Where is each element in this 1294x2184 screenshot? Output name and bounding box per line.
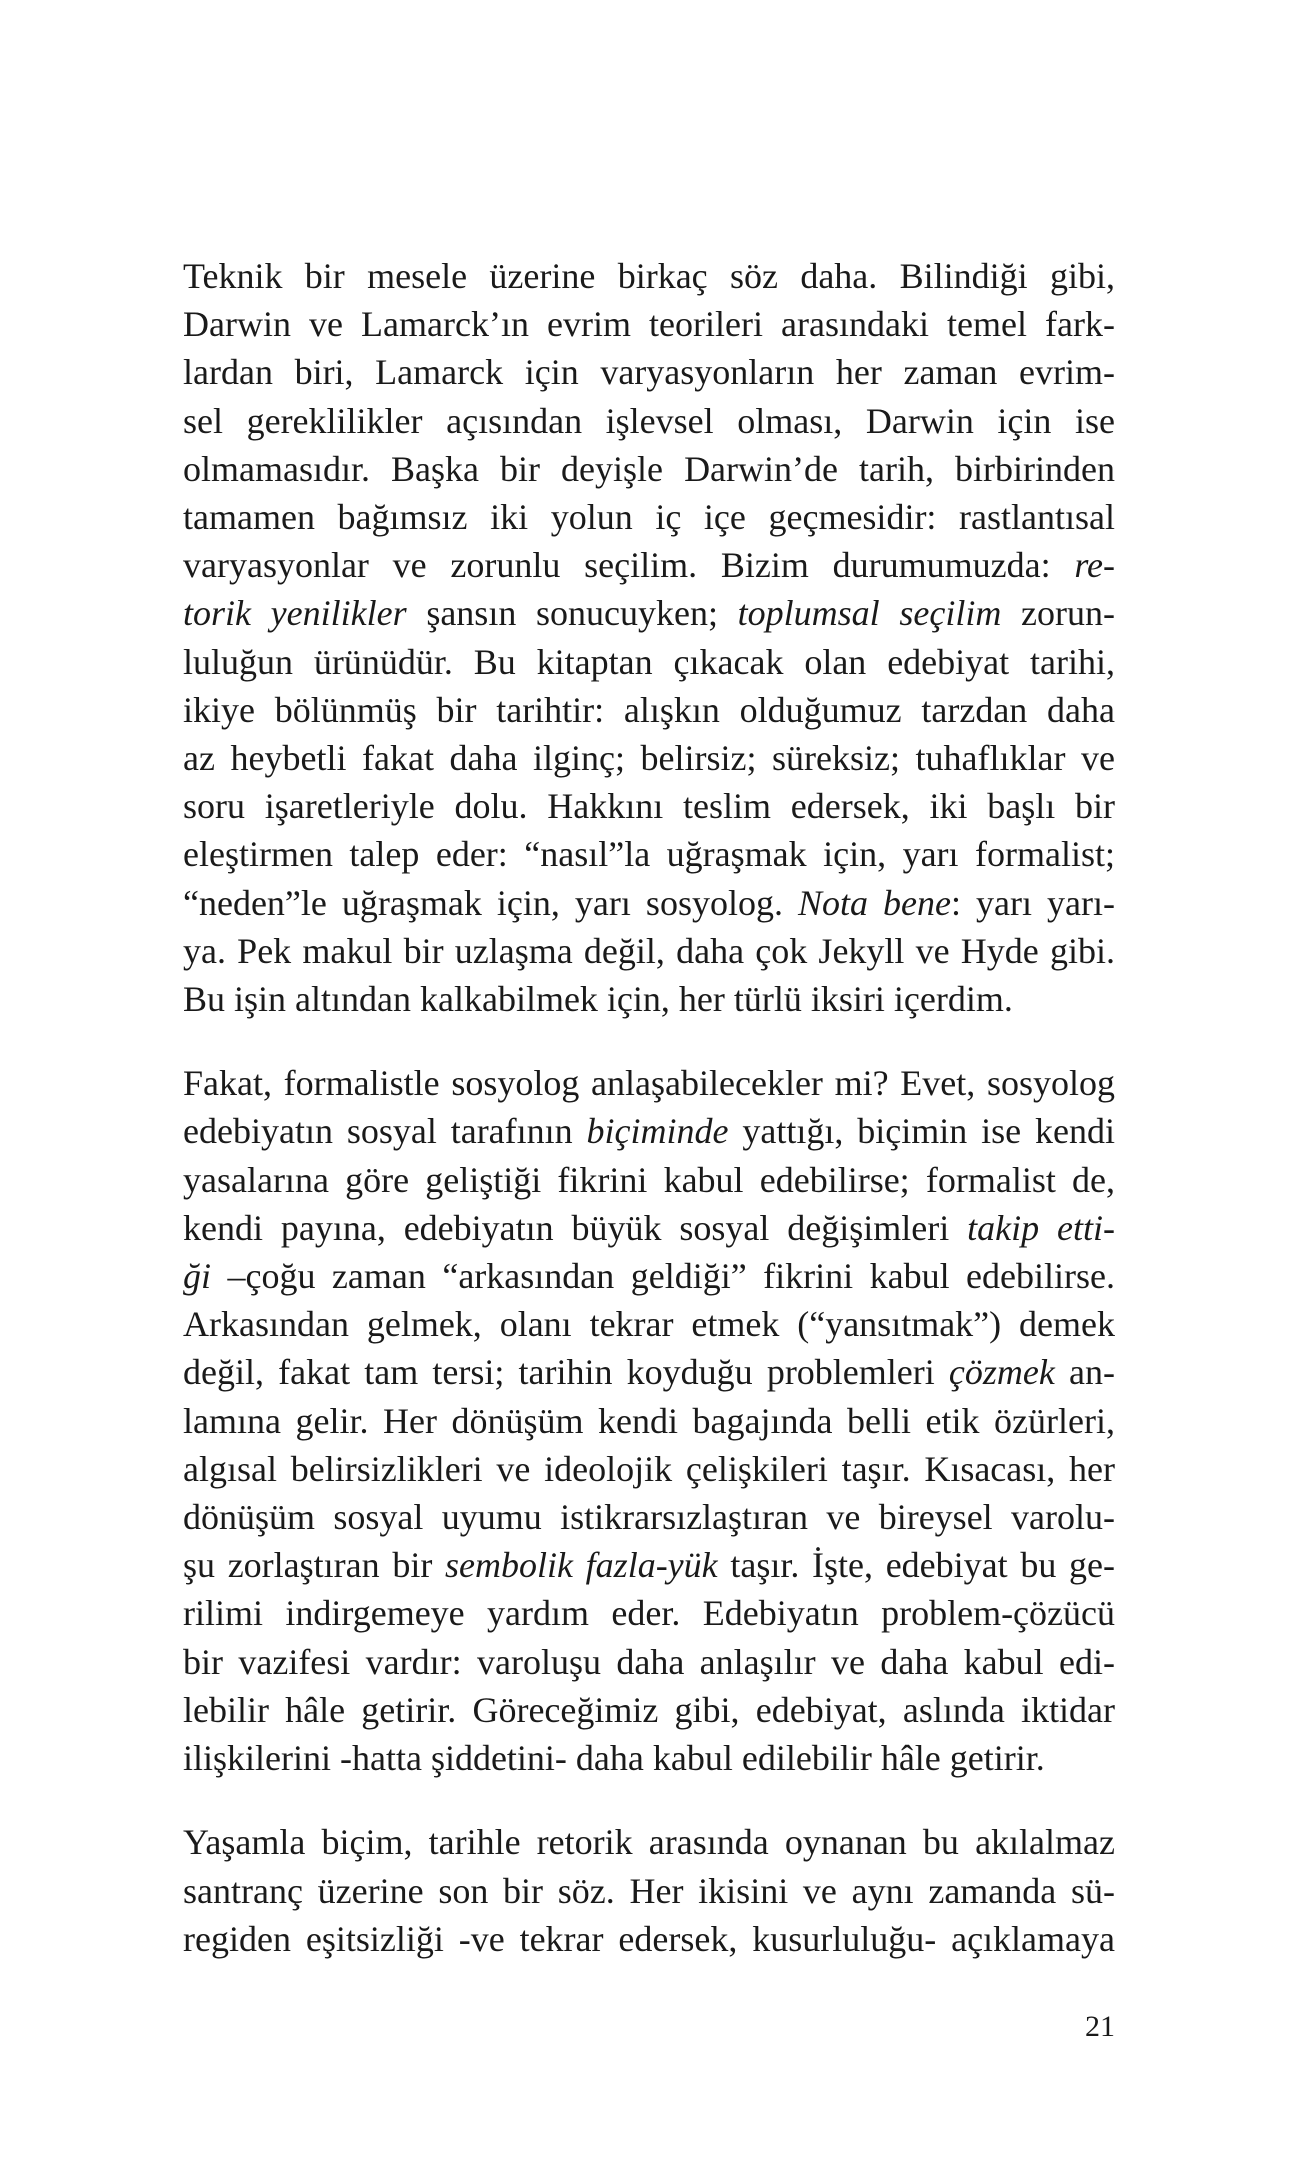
paragraph-gap (183, 1782, 1115, 1818)
text-line: ikiye bölünmüş bir tarihtir: alışkın olduğumuz tarzdan daha (183, 689, 1115, 730)
text-line: regiden eşitsizliği -ve tekrar edersek, kusurluluğu- açıklamaya (183, 1918, 1115, 1959)
text-line: eleştirmen talep eder: “nasıl”la uğraşmak için, yarı formalist; (183, 834, 1115, 875)
text-line (183, 1107, 1115, 1155)
text-line: soru işaretleriyle dolu. Hakkını teslim edersek, iki başlı bir (183, 786, 1115, 827)
italic-term: çözmek (948, 1352, 1055, 1393)
text-line: bir vazifesi vardır: varoluşu daha anlaşılır ve daha kabul edi- (183, 1641, 1115, 1682)
page-number: 21 (1085, 2010, 1115, 2043)
text-line: az heybetli fakat daha ilginç; belirsiz; süreksiz; tuhaflıklar ve (183, 738, 1115, 779)
text-run: edebiyatın sosyal tarafının (183, 1111, 587, 1152)
text-run: değil, fakat tam tersi; tarihin koyduğu problemleri (183, 1352, 949, 1393)
text-line: Teknik bir mesele üzerine birkaç söz daha. Bilindiği gibi, (183, 256, 1115, 296)
text-line: yasalarına göre geliştiği fikrini kabul edebilirse; formalist de, (183, 1159, 1115, 1200)
text-line: rilimi indirgemeye yardım eder. Edebiyatın problem-çözücü (183, 1593, 1115, 1634)
text-run: yattığı, biçimin ise kendi (728, 1111, 1115, 1152)
text-line: Fakat, formalistle sosyolog anlaşabilecekler mi? Evet, sosyolog (183, 1063, 1115, 1104)
text-line: lamına gelir. Her dönüşüm kendi bagajında belli etik özürleri, (183, 1400, 1115, 1441)
text-line: Yaşamla biçim, tarihle retorik arasında oynanan bu akılalmaz (183, 1822, 1115, 1863)
text-line: lebilir hâle getirir. Göreceğimiz gibi, edebiyat, aslında iktidar (183, 1689, 1115, 1730)
text-line (183, 1541, 1115, 1589)
text-line: Bu işin altından kalkabilmek için, her türlü iksiri içerdim. (183, 979, 1013, 1020)
text-line: santranç üzerine son bir söz. Her ikisini ve aynı zamanda sü- (183, 1870, 1115, 1911)
text-line (183, 1252, 1115, 1300)
text-run: an- (1054, 1352, 1115, 1393)
text-line: luluğun ürünüdür. Bu kitaptan çıkacak olan edebiyat tarihi, (183, 641, 1115, 682)
text-line: Darwin ve Lamarck’ın evrim teorileri arasındaki temel fark- (183, 304, 1115, 345)
text-run: şu zorlaştıran bir (183, 1545, 446, 1586)
text-line (183, 1348, 1115, 1396)
text-run: şansın sonucuyken; (406, 593, 738, 634)
text-line: ilişkilerini -hatta şiddetini- daha kabul edilebilir hâle getirir. (183, 1738, 1045, 1779)
text-line: algısal belirsizlikleri ve ideolojik çelişkileri taşır. Kısacası, her (183, 1448, 1115, 1489)
text-run: taşır. İşte, edebiyat bu ge- (717, 1545, 1115, 1586)
text-line: Arkasından gelmek, olanı tekrar etmek (“yansıtmak”) demek (183, 1304, 1115, 1345)
text-run: –çoğu zaman “arkasından geldiği” fikrini kabul edebilirse. (211, 1256, 1115, 1297)
text-line: lardan biri, Lamarck için varyasyonların her zaman evrim- (183, 352, 1115, 393)
paragraph-2 (183, 1059, 1115, 1782)
text-run: varyasyonlar ve zorunlu seçilim. Bizim durumumuzda: (183, 545, 1075, 586)
paragraph-1 (183, 252, 1115, 1023)
text-line (183, 589, 1115, 637)
italic-term: ği (183, 1256, 212, 1297)
text-line (183, 879, 1115, 927)
italic-term: takip etti- (967, 1207, 1115, 1248)
italic-term: sembolik fazla-yük (445, 1545, 718, 1586)
italic-term: torik yenilikler (183, 593, 407, 634)
italic-term: Nota bene (797, 882, 951, 923)
text-run: zorun- (1001, 593, 1116, 634)
paragraph-gap (183, 1023, 1115, 1059)
text-line: sel gereklilikler açısından işlevsel olması, Darwin için ise (183, 400, 1115, 441)
text-line (183, 541, 1115, 589)
text-run: “neden”le uğraşmak için, yarı sosyolog. (183, 882, 798, 923)
text-line (183, 1204, 1115, 1252)
paragraph-3 (183, 1818, 1115, 1963)
text-line: dönüşüm sosyal uyumu istikrarsızlaştıran ve bireysel varolu- (183, 1497, 1115, 1538)
text-line: tamamen bağımsız iki yolun iç içe geçmesidir: rastlantısal (183, 497, 1115, 538)
page-body (183, 252, 1115, 1963)
text-run: kendi payına, edebiyatın büyük sosyal değişimleri (183, 1207, 968, 1248)
text-line: olmamasıdır. Başka bir deyişle Darwin’de tarih, birbirinden (183, 448, 1115, 489)
text-line: ya. Pek makul bir uzlaşma değil, daha çok Jekyll ve Hyde gibi. (183, 930, 1115, 971)
italic-term: biçiminde (586, 1111, 729, 1152)
text-run: : yarı yarı- (951, 882, 1115, 923)
italic-term: re- (1074, 545, 1115, 586)
italic-term: toplumsal seçilim (737, 593, 1002, 634)
